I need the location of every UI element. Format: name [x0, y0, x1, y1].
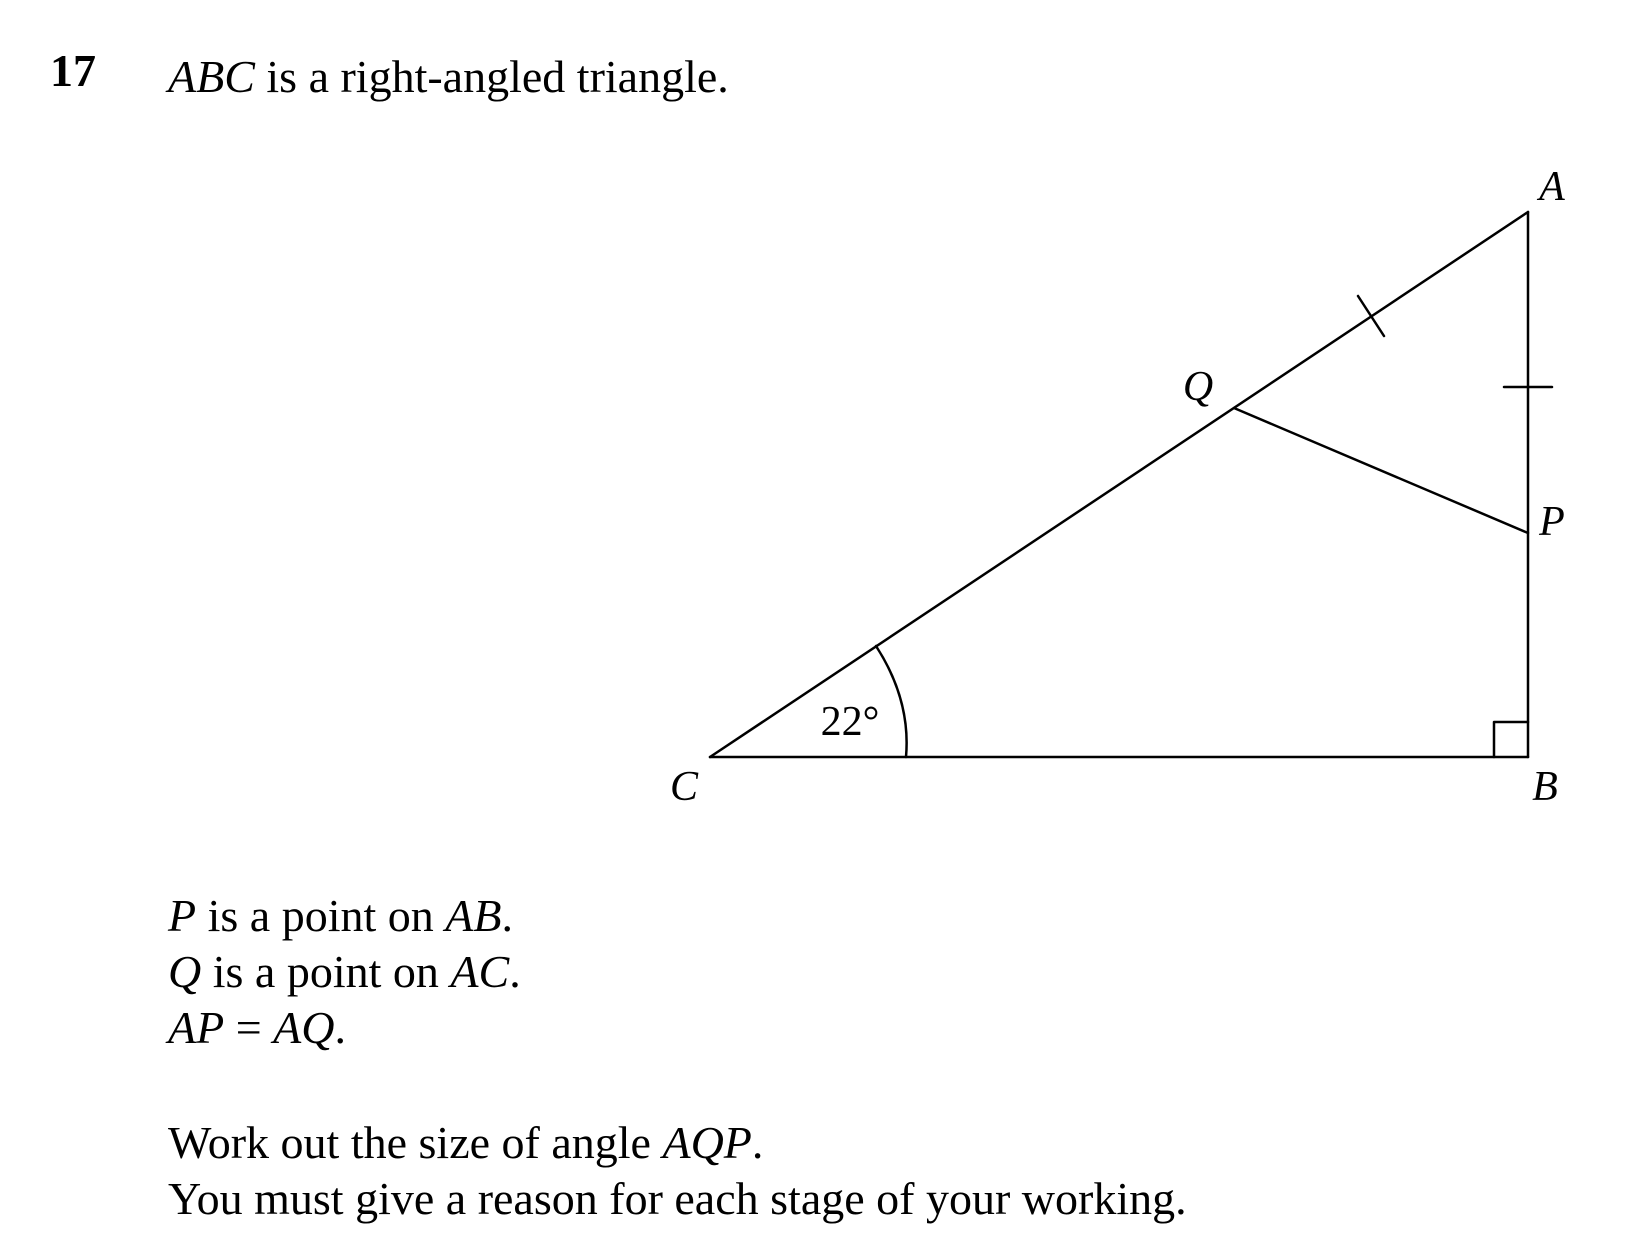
intro-text: is a right-angled triangle.	[254, 51, 729, 102]
label-c: C	[669, 764, 699, 810]
angle-arc-c	[876, 646, 907, 757]
condition-2-subject: Q	[168, 946, 202, 997]
condition-1-subject: P	[168, 890, 197, 941]
condition-ap-equals-aq	[168, 1002, 346, 1053]
task-statement	[168, 1117, 764, 1168]
condition-1-text: is a point on	[196, 890, 446, 941]
segment-qp	[1234, 408, 1528, 533]
condition-3-left: AP	[168, 1002, 225, 1053]
condition-2-segment: AC	[450, 946, 510, 997]
condition-2-end: .	[509, 946, 521, 997]
label-q: Q	[1182, 364, 1214, 410]
label-b: B	[1532, 764, 1558, 810]
angle-label-c: 22°	[820, 699, 880, 745]
condition-2-text: is a point on	[201, 946, 451, 997]
intro-triangle-name: ABC	[168, 51, 255, 102]
tick-mark-aq	[1358, 296, 1384, 336]
label-p: P	[1539, 499, 1565, 545]
reason-instruction: You must give a reason for each stage of your working.	[168, 1173, 1187, 1224]
side-ca	[710, 212, 1528, 757]
condition-q-on-ac	[168, 946, 521, 997]
task-text: Work out the size of angle	[168, 1117, 663, 1168]
condition-1-end: .	[501, 890, 513, 941]
condition-1-segment: AB	[445, 890, 502, 941]
question-number: 17	[50, 45, 96, 96]
condition-3-end: .	[334, 1002, 346, 1053]
condition-p-on-ab	[168, 890, 513, 941]
condition-3-right: AQ	[273, 1002, 335, 1053]
task-end: .	[751, 1117, 764, 1168]
right-angle-marker	[1494, 722, 1528, 757]
condition-3-equals: =	[224, 1002, 274, 1053]
task-angle-name: AQP	[662, 1117, 752, 1168]
label-a: A	[1539, 164, 1565, 210]
